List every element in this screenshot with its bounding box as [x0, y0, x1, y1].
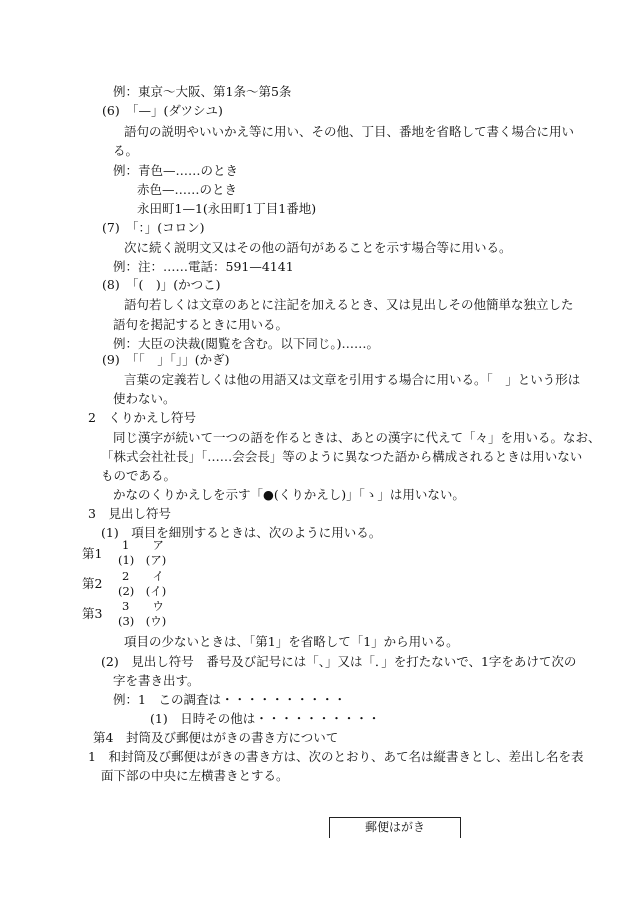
text-line: 語句の説明やいいかえ等に用い、その他、丁目、番地を省略して書く場合に用い: [124, 124, 575, 139]
text-line: (1) 日時その他は・・・・・・・・・・: [150, 711, 381, 726]
heading-level-label: 第3: [82, 606, 103, 621]
text-line: 例：青色—……のとき: [113, 163, 239, 178]
heading-example: (1) (ア): [118, 553, 167, 567]
text-line: る。: [113, 143, 139, 158]
section-heading: 第4 封筒及び郵便はがきの書き方について: [93, 730, 339, 745]
section-heading: 3 見出し符号: [88, 506, 171, 521]
text-line: 1 和封筒及び郵便はがきの書き方は、次のとおり、あて名は縦書きとし、差出し名を表: [88, 749, 584, 764]
text-line: (8) 「( )」(かつこ): [102, 277, 221, 292]
text-line: 例：大臣の決裁(閲覧を含む。以下同じ。)……。: [113, 336, 380, 351]
heading-example: (2) (イ): [118, 584, 167, 598]
text-line: 字を書き出す。: [113, 673, 200, 688]
section-heading: 2 くりかえし符号: [88, 410, 196, 425]
text-line: 永田町1—1(永田町1丁目1番地): [137, 201, 317, 216]
text-line: 「株式会社社長」「……会会長」等のように異なつた語から構成されるときは用いない: [101, 449, 583, 464]
text-line: かなのくりかえしを示す「●(くりかえし)」「ゝ」は用いない。: [113, 487, 465, 502]
postcard-box: [329, 817, 461, 838]
text-line: (9) 「「 」「」」(かぎ): [102, 352, 230, 367]
text-line: 例：東京〜大阪、第1条〜第5条: [113, 84, 292, 99]
text-line: 項目の少ないときは、「第1」を省略して「1」から用いる。: [124, 634, 459, 649]
text-line: 赤色—……のとき: [137, 182, 238, 197]
text-line: (2) 見出し符号 番号及び記号には「、」又は「．」を打たないで、1字をあけて次の: [101, 654, 577, 669]
text-line: 言葉の定義若しくは他の用語又は文章を引用する場合に用いる。「 」という形は: [124, 372, 581, 387]
heading-level-label: 第1: [82, 546, 103, 561]
text-line: (7) 「：」(コロン): [102, 220, 205, 235]
text-line: 語句を掲記するときに用いる。: [113, 317, 289, 332]
heading-example: 3 ウ: [122, 599, 164, 613]
text-line: 例：1 この調査は・・・・・・・・・・: [113, 692, 346, 707]
heading-example: 2 イ: [122, 569, 164, 583]
heading-example: (3) (ウ): [118, 614, 167, 628]
text-line: 同じ漢字が続いて一つの語を作るときは、あとの漢字に代えて「々」を用いる。なお、: [113, 430, 601, 445]
text-line: (6) 「—」(ダツシユ): [102, 103, 223, 118]
text-line: 例：注：……電話：591—4141: [113, 259, 294, 274]
text-line: (1) 項目を細別するときは、次のように用いる。: [101, 525, 382, 540]
heading-example: 1 ア: [122, 538, 164, 552]
text-line: 面下部の中央に左横書きとする。: [101, 768, 289, 783]
postcard-label: 郵便はがき: [364, 820, 425, 834]
text-line: 語句若しくは文章のあとに注記を加えるとき、又は見出しその他簡単な独立した: [124, 297, 574, 312]
heading-level-label: 第2: [82, 576, 103, 591]
text-line: 次に続く説明文又はその他の語句があることを示す場合等に用いる。: [124, 240, 512, 255]
text-line: ものである。: [101, 468, 177, 483]
text-line: 使わない。: [113, 391, 176, 406]
